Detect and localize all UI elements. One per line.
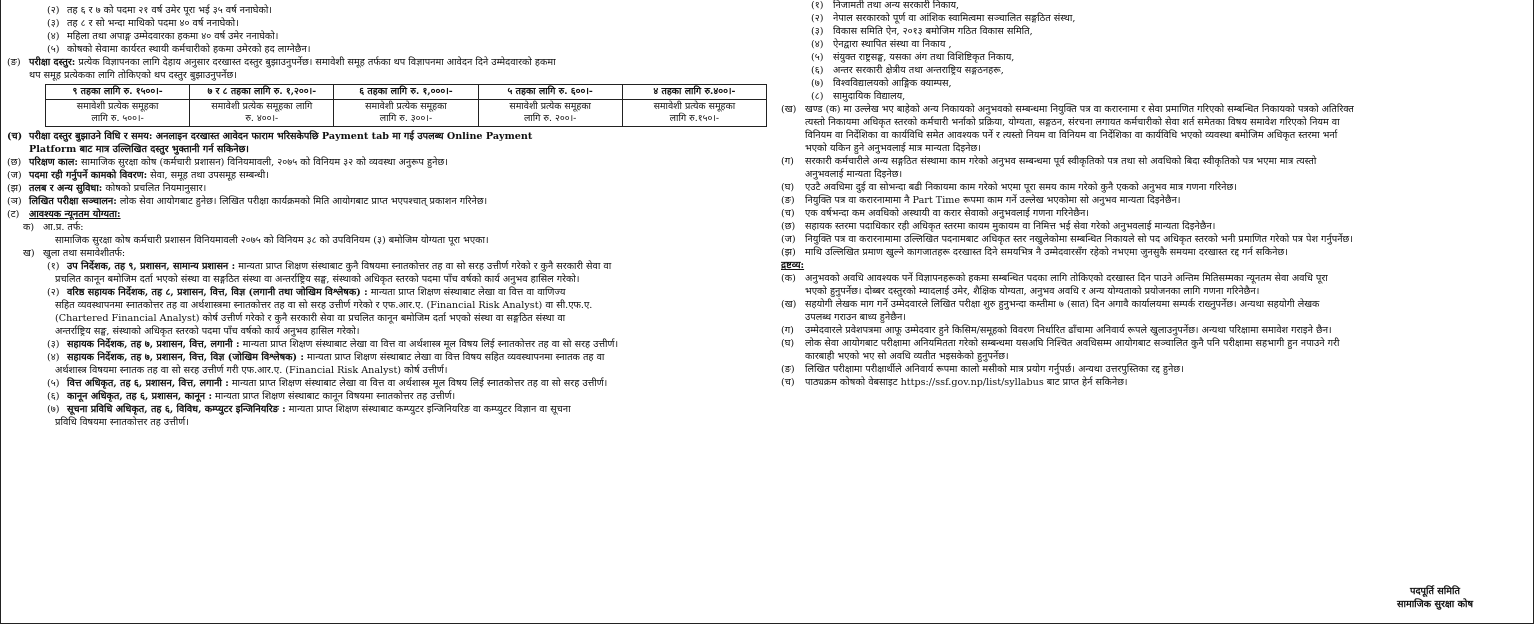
work-section: (ज) पदमा रही गर्नुपर्ने कामको विवरण: सेवा, समूह तथा उपसमूह सम्बन्धी। (7, 170, 269, 181)
experience-item (781, 194, 1529, 207)
position-desc-cont: प्रविधि विषयमा स्नातकोत्तर तह उत्तीर्ण। (55, 417, 189, 428)
experience-item (781, 103, 1529, 116)
experience-item-text-cont: अनुभवलाई मान्यता दिइनेछ। (805, 169, 903, 180)
note-item (781, 324, 1529, 337)
org-item (801, 90, 1529, 103)
position-desc-cont: अर्थशास्त्र विषयमा स्नातक तह वा सो सरह उत्तीर्ण गरी एफ.आर.ए. (Financial Risk Analyst) कोर्ष उत्तीर्ण। (55, 365, 448, 376)
fee-cell: समावेशी प्रत्येक समूहका लागि रु. ५००।- (46, 100, 190, 127)
position-desc: मान्यता प्राप्त शिक्षण संस्थाबाट कम्प्युटर इन्जिनियरिङ वा कम्प्युटर विज्ञान वा सूचना (285, 404, 571, 415)
org-marker: (७) (811, 78, 824, 89)
position-item (7, 286, 771, 299)
org-item (801, 12, 1529, 25)
age-item-2: (२) तह ६ र ७ को पदमा २१ वर्ष उमेर पूरा भई ३५ वर्ष ननाघेको। (47, 5, 272, 16)
note-item (781, 298, 1529, 311)
position-text (67, 260, 771, 273)
experience-item-marker: (ङ) (781, 195, 795, 206)
experience-item-text-cont: विनियम वा निर्देशिका वा कार्यविधि समेत आवश्यक पर्ने र त्यस्तो नियम वा विनियम वा निर्देशिका वा कार्यविधि भएको व्यवस्था बमोजिम अधिकृत स्तरमा भर्ना (805, 130, 1338, 141)
payment-text-cont: Platform बाट मात्र उल्लिखित दस्तुर भुक्तानी गर्न सकिनेछ। (29, 144, 249, 155)
note-item-text: लोक सेवा आयोगबाट परीक्षामा अनियमितता गरेको सम्बन्धमा यसअघि निश्चित अवधिसम्म आयोगबाट सञ्चालित कुनै पनि परीक्षामा सहभागी हुन नपाउने गरी (805, 338, 1340, 349)
experience-item-marker: (छ) (781, 221, 796, 232)
position-item (7, 403, 771, 416)
experience-list (781, 103, 1529, 259)
experience-item-marker: (ज) (781, 234, 796, 245)
experience-item-text: एक वर्षभन्दा कम अवधिको अस्थायी वा करार सेवाको अनुभवलाई गणना गरिनेछैन। (805, 208, 1089, 219)
fee-cell: समावेशी प्रत्येक समूहका लागि रु. २००।- (478, 100, 622, 127)
note-item-text-cont: भएको हुनुपर्नेछ। दोब्बर दस्तुरको म्यादलाई उमेर, शैक्षिक योग्यता, अनुभव अवधि र अन्य योग्यताको प्रयोजनका लागि गणना गरिनेछैन। (805, 286, 1260, 297)
fee-cell: समावेशी प्रत्येक समूहका लागि रु.१५०।- (622, 100, 766, 127)
position-marker: (७) (47, 404, 60, 415)
position-desc: मान्यता प्राप्त शिक्षण संस्थाबाट कानून विषयमा स्नातकोत्तर तह उत्तीर्ण। (212, 391, 456, 402)
note-item-marker: (घ) (781, 338, 795, 349)
position-desc: मान्यता प्राप्त शिक्षण संस्थाबाट कुनै विषयमा स्नातकोत्तर तह वा सो सरह उत्तीर्ण गरेको र कुनै सरकारी सेवा वा (235, 261, 612, 272)
org-text: संयुक्त राष्ट्रसङ्घ, यसका अंग तथा विशिष्टिकृत निकाय, (833, 52, 1015, 63)
fee-cell: ६ तहका लागि रु. १,०००।- (334, 85, 478, 100)
org-text: ऐनद्वारा स्थापित संस्था वा निकाय , (833, 39, 952, 50)
org-marker: (१) (811, 0, 824, 11)
position-title: कानून अधिकृत, तह ६, प्रशासन, कानून : (67, 391, 212, 402)
experience-item-text: खण्ड (क) मा उल्लेख भए बाहेको अन्य निकायको अनुभवको सम्बन्धमा नियुक्ति पत्र वा करारनामा र सेवा प्रमाणित गरिएको सम्बन्धित निकायको पत्रको अतिरिक्त (805, 104, 1354, 115)
org-item (801, 77, 1529, 90)
org-list (781, 0, 1529, 103)
fee-table-row (46, 100, 767, 127)
age-item-5: (५) कोषको सेवामा कार्यरत स्थायी कर्मचारीको हकमा उमेरको हद लाग्नेछैन। (47, 44, 311, 55)
org-text: विश्वविद्यालयको आङ्गिक क्याम्पस, (833, 78, 952, 89)
org-item (801, 25, 1529, 38)
note-item-marker: (ङ) (781, 364, 795, 375)
org-marker: (६) (811, 65, 824, 76)
experience-item (781, 155, 1529, 168)
notes-heading: द्रष्टव्य: (781, 260, 805, 271)
fee-cell: ४ तहका लागि रु.४००।- (622, 85, 766, 100)
fee-cell: ९ तहका लागि रु. १५००।- (46, 85, 190, 100)
experience-item (781, 233, 1529, 246)
fee-cell: ५ तहका लागि रु. ६००।- (478, 85, 622, 100)
position-item (7, 260, 771, 273)
experience-item-text: नियुक्ति पत्र वा करारनामामा नै Part Time रूपमा काम गर्ने उल्लेख भएकोमा सो अनुभव मान्यता दिइनेछैन। (805, 195, 1181, 206)
position-desc: मान्यता प्राप्त शिक्षण संस्थाबाट लेखा वा वित्त वा अर्थशास्त्र मूल विषय लिई स्नातकोत्तर तह वा सो सरह उत्तीर्ण। (239, 339, 619, 350)
position-title: उप निर्देशक, तह ९, प्रशासन, सामान्य प्रशासन : (67, 261, 236, 272)
fee-text-cont: थप समूह प्रत्येकका लागि तोकिएको थप दस्तुर बुझाउनुपर्नेछ। (29, 70, 237, 81)
position-desc-cont: प्रचलित कानून बमोजिम दर्ता भएको संस्था वा सङ्गठित संस्था वा अन्तर्राष्ट्रिय सङ्घ, संस्थाको अधिकृत स्तरको पदमा पाँच वर्षको कार्य अनुभव हासिल गरेको। (55, 274, 580, 285)
age-item-3: (३) तह ८ र सो भन्दा माथिको पदमा ४० वर्ष ननाघेको। (47, 18, 239, 29)
age-item-4: (४) महिला तथा अपाङ्ग उम्मेदवारका हकमा ४० वर्ष उमेर ननाघेको। (47, 31, 279, 42)
committee-name: पदपूर्ति समिति (1410, 586, 1460, 597)
note-item-marker: (ग) (781, 325, 794, 336)
note-item (781, 337, 1529, 350)
position-marker: (१) (47, 261, 60, 272)
positions-list (7, 260, 771, 429)
position-title: सहायक निर्देशक, तह ७, प्रशासन, वित्त, लगानी : (67, 339, 240, 350)
position-marker: (६) (47, 391, 60, 402)
experience-item-text: सरकारी कर्मचारीले अन्य सङ्गठित संस्थामा काम गरेको अनुभव सम्बन्धमा पूर्व स्वीकृतिको पत्र तथा सो अवधिको बिदा स्वीकृतिको पत्र भएमा मात्र त्यस्तो (805, 156, 1317, 167)
note-item-text: लिखित परीक्षामा परीक्षार्थीले अनिवार्य रूपमा कालो मसीको मात्र प्रयोग गर्नुपर्छ। अन्यथा उत्तरपुस्तिका रद्द हुनेछ। (805, 364, 1184, 375)
org-text: निजामती तथा अन्य सरकारी निकाय, (833, 0, 960, 11)
position-marker: (४) (47, 352, 60, 363)
position-marker: (३) (47, 339, 60, 350)
position-text (67, 377, 771, 390)
fee-cell: समावेशी प्रत्येक समूहका लागि रु. ३००।- (334, 100, 478, 127)
note-item-text: उम्मेदवारले प्रवेशपत्रमा आफू उम्मेदवार हुने किसिम/समूहको विवरण निर्धारित ढाँचामा अनिवार्य रूपले खुलाउनुपर्नेछ। अन्यथा परिक्षामा समावेश गराइने छैन। (805, 325, 1332, 336)
position-desc: मान्यता प्राप्त शिक्षण संस्थाबाट लेखा वा वित्त वा अर्थशास्त्र मूल विषय लिई स्नातकोत्तर तह वा सो सरह उत्तीर्ण। (228, 378, 608, 389)
experience-item-text: एउटै अवधिमा दुई वा सोभन्दा बढी निकायमा काम गरेको भएमा पूरा समय काम गरेको कुनै एकको अनुभव मात्र गणना गरिनेछ। (805, 182, 1237, 193)
org-item (801, 51, 1529, 64)
org-text: विकास समिति ऐन, २०१३ बमोजिम गठित विकास समिति, (833, 26, 1033, 37)
org-item (801, 0, 1529, 12)
exam-section: (ञ) लिखित परीक्षा सञ्चालन: लोक सेवा आयोगबाट हुनेछ। लिखित परीक्षा कार्यक्रमको मिति आयोगबाट प्राप्त भएपश्चात् प्रकाशन गरिनेछ। (7, 196, 488, 207)
position-marker: (२) (47, 287, 60, 298)
org-marker: (८) (811, 91, 824, 102)
position-text (67, 403, 771, 416)
position-item (7, 338, 771, 351)
experience-item-text-cont: भएको यकिन हुने अनुभवलाई मात्र मान्यता दिइनेछ। (805, 143, 981, 154)
note-item-marker: (ख) (781, 299, 797, 310)
position-text (67, 351, 771, 364)
org-item (801, 64, 1529, 77)
experience-item (781, 246, 1529, 259)
experience-item-text: माथि उल्लिखित प्रमाण खुल्ने कागजातहरू दरखास्त दिने समयभित्र नै उम्मेदवारसँग रहेको नभएमा जुनसुकै समयमा दरखास्त रद्द गर्न सकिनेछ। (805, 247, 1288, 258)
experience-item-marker: (च) (781, 208, 795, 219)
note-item-text-cont: कारबाही भएको भए सो अवधि व्यतीत भइसकेको हुनुपर्नेछ। (805, 351, 1009, 362)
fee-cell: समावेशी प्रत्येक समूहका लागि रु. ४००।- (190, 100, 334, 127)
fee-table-header-row (46, 85, 767, 100)
note-item-marker: (क) (781, 273, 796, 284)
fund-name: सामाजिक सुरक्षा कोष (1396, 599, 1473, 610)
internal-text: सामाजिक सुरक्षा कोष कर्मचारी प्रशासन विनियमावली २०७५ को विनियम ३८ को उपविनियम (३) बमोजिम योग्यता पूरा भएका। (55, 235, 489, 246)
experience-item-marker: (घ) (781, 182, 795, 193)
experience-item-marker: (ग) (781, 156, 794, 167)
org-text: नेपाल सरकारको पूर्ण वा आंशिक स्वामित्वमा सञ्चालित सङ्गठित संस्था, (833, 13, 1076, 24)
position-title: वरिष्ठ सहायक निर्देशक, तह ८, प्रशासन, वित्त, विज्ञ (लगानी तथा जोखिम विश्लेषक) : (67, 287, 368, 298)
position-title: वित्त अधिकृत, तह ६, प्रशासन, वित्त, लगानी : (67, 378, 229, 389)
fee-section: (ङ) परीक्षा दस्तुर: प्रत्येक विज्ञापनका लागि देहाय अनुसार दरखास्त दस्तुर बुझाउनुपर्नेछ। समावेशी समूह तर्फका थप विज्ञापनमा आवेदन दिने उम्मेदवारको हकमा (7, 57, 556, 68)
position-text (67, 390, 771, 403)
note-item (781, 363, 1529, 376)
org-text: अन्तर सरकारी क्षेत्रीय तथा अन्तराष्ट्रिय सङ्गठनहरू, (833, 65, 1004, 76)
note-item-text: सहयोगी लेखक माग गर्ने उम्मेदवारले लिखित परीक्षा शुरु हुनुभन्दा कम्तीमा ७ (सात) दिन अगावै कार्यालयमा सम्पर्क राख्नुपर्नेछ। अन्यथा सहयोगी लेखक (805, 299, 1320, 310)
experience-item-text: सहायक स्तरमा पदाधिकार रही अधिकृत स्तरमा कायम मुकायम वा निमित्त भई सेवा गरेको अनुभवलाई मान्यता दिइनेछैन। (805, 221, 1216, 232)
salary-section: (झ) तलब र अन्य सुविधा: कोषको प्रचलित नियमानुसार। (7, 183, 207, 194)
probation-section: (छ) परिक्षण काल: सामाजिक सुरक्षा कोष (कर्मचारी प्रशासन) विनियमावली, २०७५ को विनियम ३२ को व्यवस्था अनुरूप हुनेछ। (7, 157, 448, 168)
org-item (801, 38, 1529, 51)
left-column (7, 0, 771, 623)
position-text (67, 338, 771, 351)
position-desc-cont: सहित व्यवस्थापनमा स्नातकोत्तर तह वा अर्थशास्त्रमा स्नातकोत्तर तह वा सो सरह उत्तीर्ण गरेको र एफ.आर.ए. (Financial Risk Analyst) वा सी.एफ.ए. (55, 300, 593, 311)
position-text (67, 286, 771, 299)
position-desc-cont: (Chartered Financial Analyst) कोर्ष उत्तीर्ण गरेको र कुनै सरकारी सेवा वा प्रचलित कानून बमोजिम दर्ता भएको संस्था वा सङ्गठित संस्था वा (55, 313, 566, 324)
syllabus-row: (च) पाठ्यक्रम कोषको वेबसाइट https://ssf.gov.np/list/syllabus बाट प्राप्त हेर्न सकिनेछ। (781, 377, 1128, 388)
experience-item (781, 220, 1529, 233)
experience-item-text: नियुक्ति पत्र वा करारनामामा उल्लिखित पदनामबाट अधिकृत स्तर नखुलेकोमा सम्बन्धित निकायले सो पद अधिकृत स्तरको भनी प्रमाणित गरेको पत्र पेश गर्नुपर्नेछ। (805, 234, 1353, 245)
note-item-text: अनुभवको अवधि आवश्यक पर्ने विज्ञापनहरूको हकमा सम्बन्धित पदका लागि तोकिएको दरखास्त दिन पाउने अन्तिम मितिसम्मका न्यूनतम सेवा अवधि पूरा (805, 273, 1328, 284)
org-marker: (५) (811, 52, 824, 63)
payment-section: (च) परीक्षा दस्तुर बुझाउने विधि र समय: अनलाइन दरखास्त आवेदन फाराम भरिसकेपछि Payment tab मा गई उपलब्ध Online Payment (7, 131, 533, 142)
qualification-section: (ट) आवश्यक न्यूनतम योग्यता: (7, 209, 121, 220)
org-marker: (४) (811, 39, 824, 50)
open-heading: ख) खुला तथा समावेशीतर्फ: (23, 248, 126, 259)
org-text: सामुदायिक विद्यालय, (833, 91, 906, 102)
org-marker: (३) (811, 26, 824, 37)
note-item (781, 272, 1529, 285)
fee-table (45, 84, 767, 127)
fee-cell: ७ र ८ तहका लागि रु. १,२००।- (190, 85, 334, 100)
position-marker: (५) (47, 378, 60, 389)
position-title: सहायक निर्देशक, तह ७, प्रशासन, वित्त, विज्ञ (जोखिम विश्लेषक) : (67, 352, 304, 363)
right-column (781, 0, 1529, 623)
position-desc: मान्यता प्राप्त शिक्षण संस्थाबाट लेखा वा वित्त विषय सहित व्यवस्थापनमा स्नातक तह वा (303, 352, 605, 363)
org-marker: (२) (811, 13, 824, 24)
experience-item-text-cont: त्यस्तो निकायमा अधिकृत स्तरको कर्मचारी भर्नाको प्रक्रिया, योग्यता, सङ्गठन, संरचना लगायत कर्मचारीको सेवा शर्त समेतका विषय समावेश गरिएको नियम वा (805, 117, 1340, 128)
signature-block (1355, 585, 1515, 611)
experience-item-marker: (झ) (781, 247, 796, 258)
position-desc: मान्यता प्राप्त शिक्षण संस्थाबाट लेखा वा वित्त वा वाणिज्य (367, 287, 566, 298)
position-item (7, 390, 771, 403)
notes-list (781, 272, 1529, 376)
experience-item-marker: (ख) (781, 104, 797, 115)
experience-item (781, 181, 1529, 194)
note-item-text-cont: उपलब्ध गराउन बाध्य हुनेछैन। (805, 312, 906, 323)
position-item (7, 377, 771, 390)
internal-heading: क) आ.प्र. तर्फ: (23, 222, 84, 233)
position-item (7, 351, 771, 364)
position-title: सूचना प्रविधि अधिकृत, तह ६, विविध, कम्प्युटर इन्जिनियरिङ : (67, 404, 286, 415)
experience-item (781, 207, 1529, 220)
position-desc-cont: अन्तर्राष्ट्रिय सङ्घ, संस्थाको अधिकृत स्तरको पदमा पाँच वर्षको कार्य अनुभव हासिल गरेको। (55, 326, 360, 337)
